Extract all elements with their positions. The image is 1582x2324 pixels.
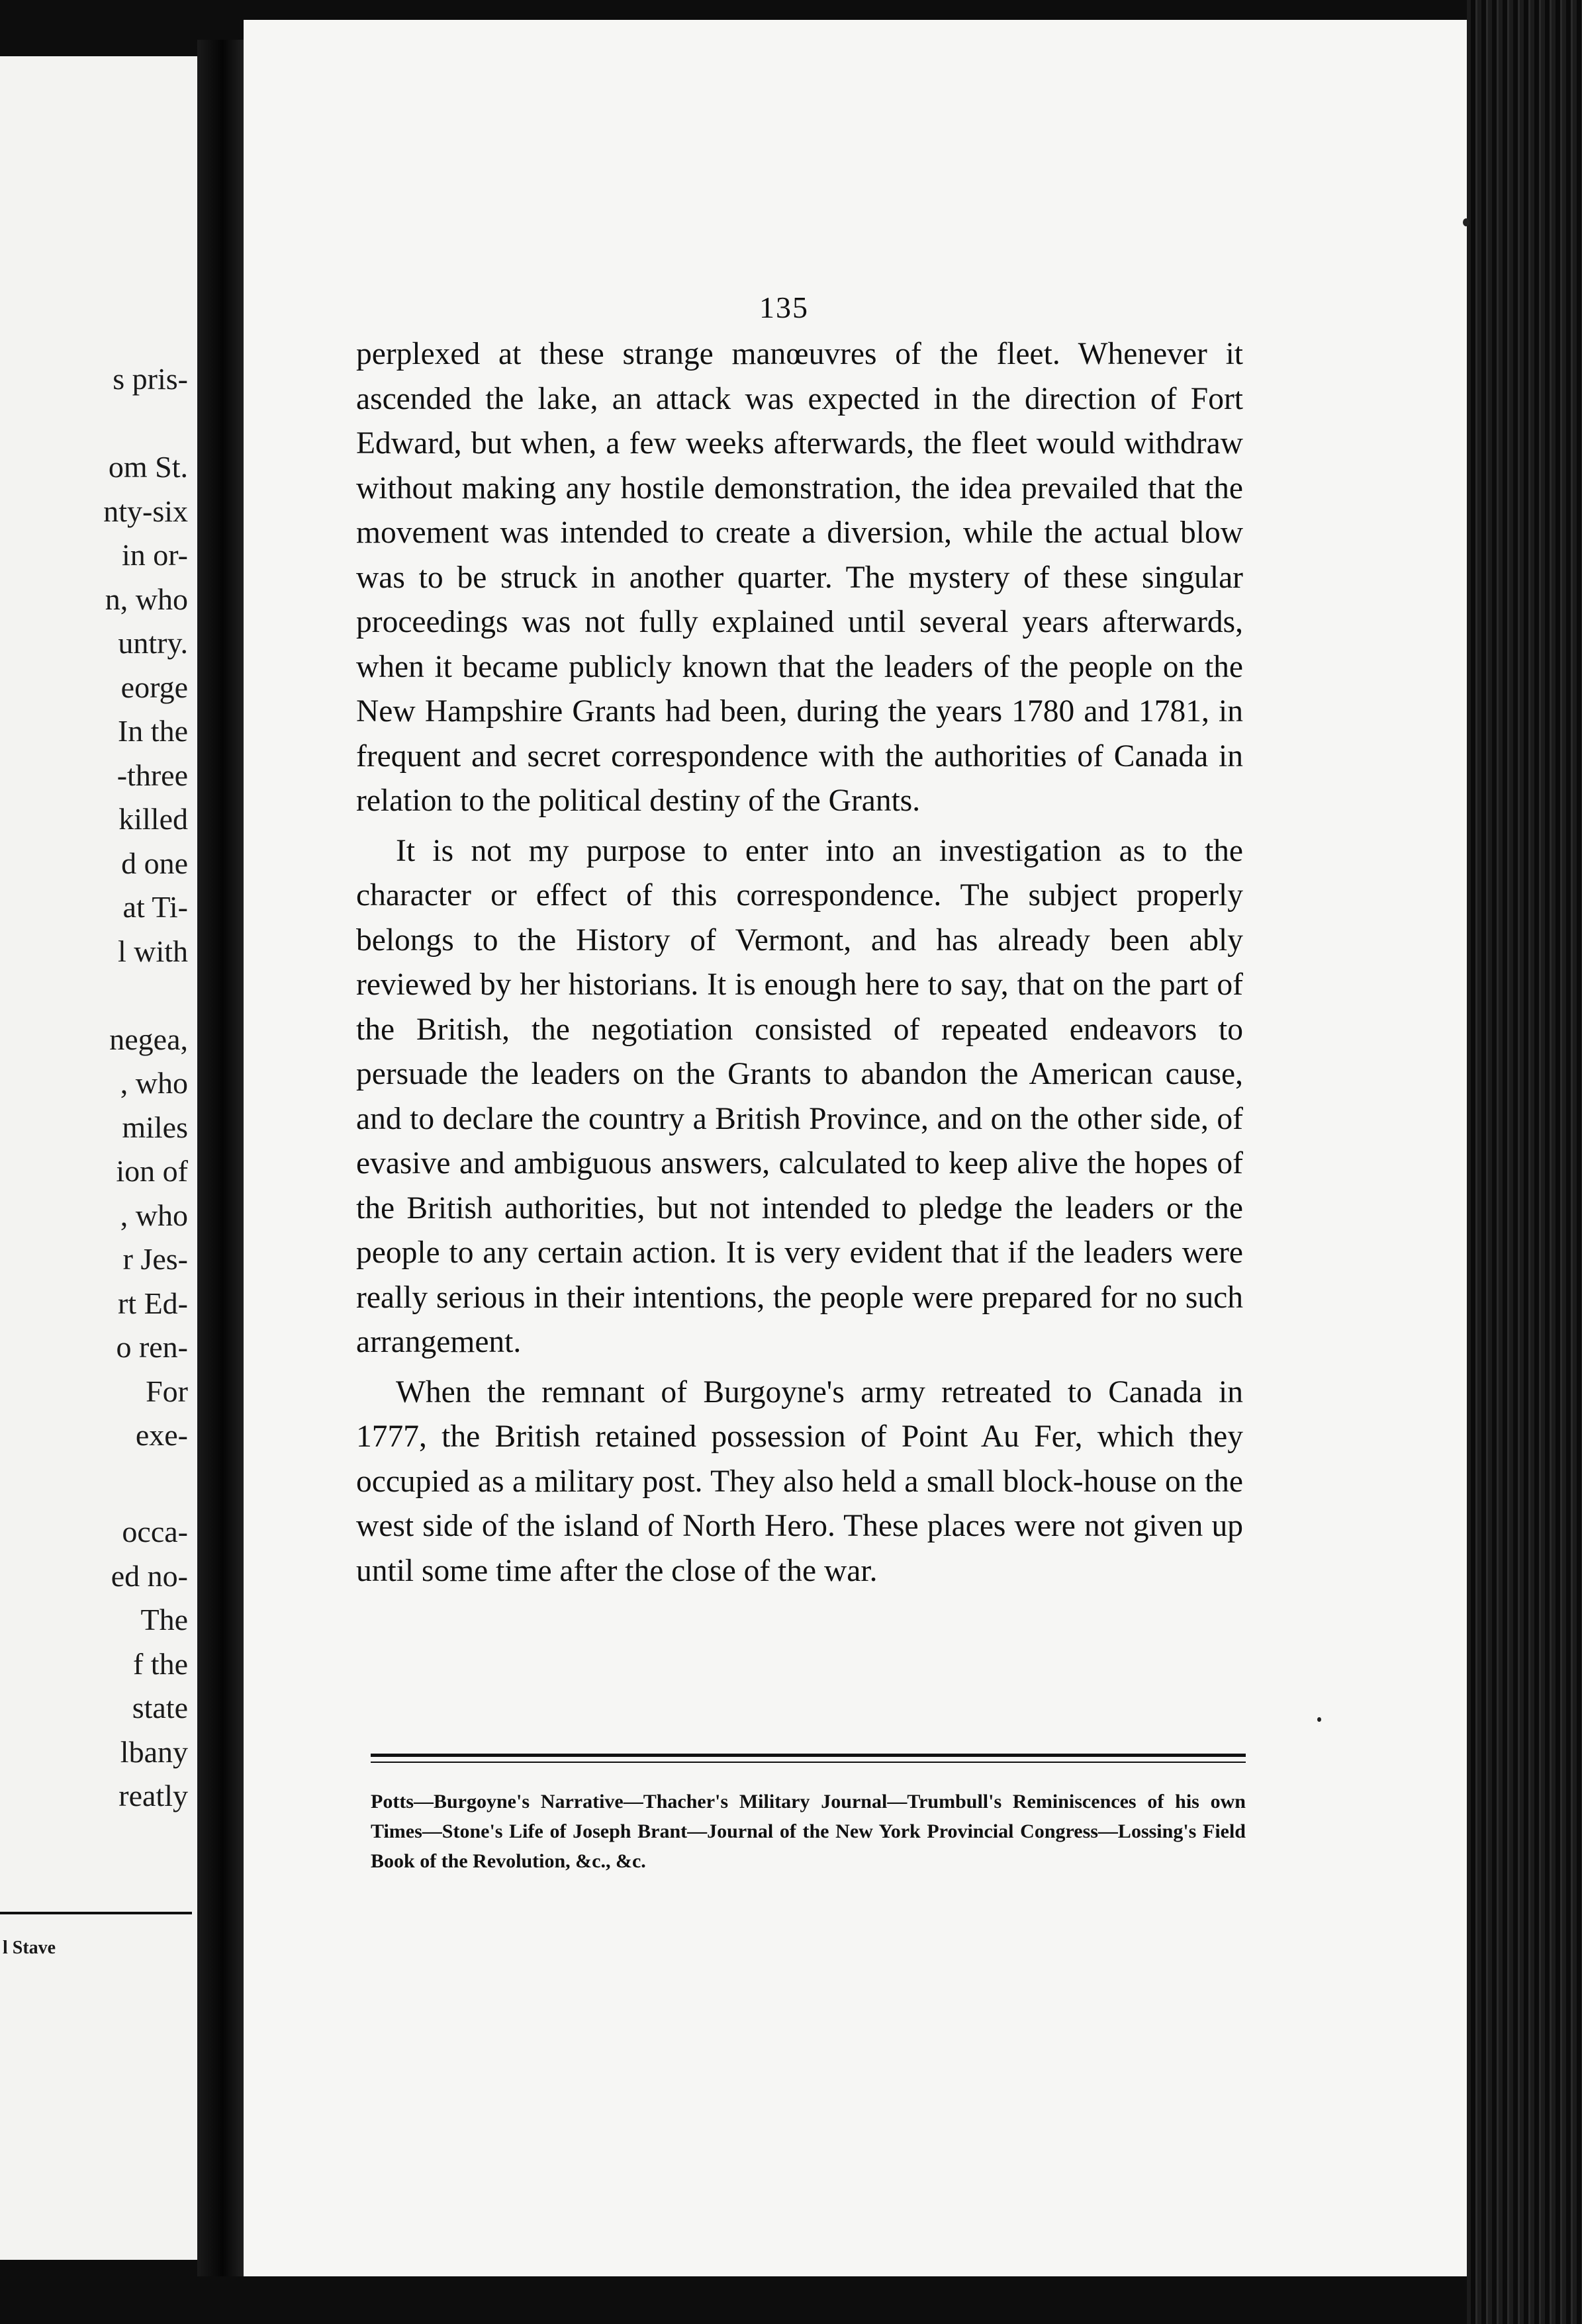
left-text-fragment: r Jes- <box>122 1242 188 1276</box>
left-page-fragment <box>0 56 197 2260</box>
left-text-fragment: killed <box>118 802 188 836</box>
left-text-fragment: l with <box>117 934 188 968</box>
left-text-fragment: rt Ed- <box>117 1286 188 1320</box>
page-edge <box>1467 0 1582 2324</box>
left-text-fragment: nty-six <box>103 494 188 528</box>
paragraph: It is not my purpose to enter into an investigation as to the character or effect of this correspondence. The subject properly belongs to the History of Vermont, and has already been ably reviewed by her historians. It is enough here to say, that on the part of the British, the negotiation consisted of repeated endeavors to persuade the leaders on the Grants to abandon the American cause, and to declare the country a British Province, and on the other side, of evasive and ambiguous answers, calculated to keep alive the hopes of the British authorities, but not intended to pledge the leaders or the people to any certain action. It is very evident that if the leaders were really serious in their intentions, the people were prepared for no such arrangement. <box>356 833 1243 1359</box>
body-text <box>356 332 1243 1593</box>
left-text-fragment: at Ti- <box>122 890 188 924</box>
left-text-fragment: eorge <box>120 670 188 704</box>
left-text-fragment: ed no- <box>111 1559 188 1593</box>
left-text-fragment: s pris- <box>113 362 188 396</box>
left-text-fragment: occa- <box>122 1515 188 1548</box>
paragraph: When the remnant of Burgoyne's army retreated to Canada in 1777, the British retained possession of Point Au Fer, which they occupied as a military post. They also held a small block-house on the west side of the island of North Hero. These places were not given up until some time after the close of the war. <box>356 1374 1243 1588</box>
left-text-fragment: d one <box>121 846 188 880</box>
left-footnote-rule <box>0 1912 192 1914</box>
page-number: 135 <box>759 290 809 324</box>
paragraph: perplexed at these strange manœuvres of the fleet. Whenever it ascended the lake, an attack was expected in the direction of Fort Edward, but when, a few weeks afterwards, the fleet would withdraw without making any hostile demonstration, the idea prevailed that the movement was intended to create a diversion, while the actual blow was to be struck in another quarter. The mystery of these singular proceedings was not fully explained until several years afterwards, when it became publicly known that the leaders of the people on the New Hampshire Grants had been, during the years 1780 and 1781, in frequent and secret correspondence with the authorities of Canada in relation to the political destiny of the Grants. <box>356 337 1243 818</box>
book-gutter <box>197 40 244 2276</box>
left-text-fragment: lbany <box>120 1735 188 1769</box>
left-text-fragment: miles <box>122 1110 188 1144</box>
left-text-fragment: ion of <box>116 1154 188 1188</box>
left-text-fragment: , who <box>120 1066 188 1100</box>
left-text-fragment: negea, <box>109 1022 188 1056</box>
left-text-fragment: state <box>132 1691 188 1724</box>
left-text-fragment: -three <box>116 758 188 792</box>
left-text-fragment: The <box>140 1603 188 1636</box>
left-text-fragment: om St. <box>108 450 188 484</box>
footnote-rule <box>371 1762 1246 1763</box>
left-text-fragment: in or- <box>122 538 188 572</box>
left-text-fragment: exe- <box>135 1418 188 1452</box>
left-text-fragment: In the <box>117 714 188 748</box>
left-text-fragment: , who <box>120 1198 188 1232</box>
speck <box>1463 218 1469 226</box>
footnote-rule <box>371 1754 1246 1757</box>
left-text-fragment: n, who <box>105 582 188 616</box>
speck <box>1317 1717 1321 1722</box>
left-text-fragment: For <box>146 1374 188 1408</box>
left-footnote-fragment: l Stave <box>3 1938 56 1958</box>
left-text-fragment: reatly <box>118 1779 188 1812</box>
left-text-fragment: o ren- <box>116 1330 188 1364</box>
left-text-fragment: f the <box>132 1647 188 1681</box>
left-text-fragment: untry. <box>118 626 188 660</box>
footnote-sources: Potts—Burgoyne's Narrative—Thacher's Military Journal—Trumbull's Reminiscences of his own Times—Stone's Life of Joseph Brant—Journal of the New York Provincial Congress—Lossing's Field Book of the Revolution, &c., &c. <box>371 1791 1246 1872</box>
